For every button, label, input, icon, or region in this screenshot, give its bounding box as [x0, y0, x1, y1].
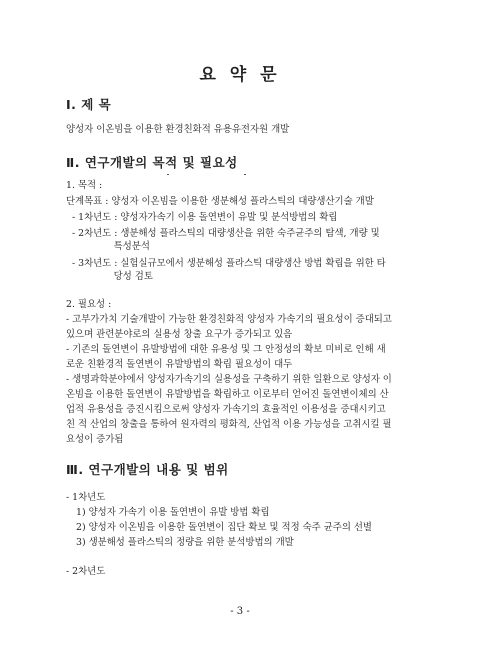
year2-label: - 2차년도	[66, 566, 106, 577]
page-title: 요 약 문	[199, 65, 281, 85]
necessity-line: 요성이 증가됨	[66, 434, 124, 445]
purpose-line: - 2차년도 : 생분해성 플라스틱의 대량생산을 위한 숙주균주의 탐색, 개량 및	[66, 228, 380, 239]
year1-item: 2) 양성자 이온빔을 이용한 돌연변이 집단 확보 및 적정 숙주 균주의 선별	[76, 522, 372, 533]
purpose-line: 특성분석	[66, 241, 150, 252]
purpose-line: - 3차년도 : 실험실규모에서 생분해성 플라스틱 대량생산 방법 확립을 위한 타	[66, 258, 386, 269]
year1-item: 3) 생분해성 플라스틱의 정량을 위한 분석방법의 개발	[76, 537, 294, 548]
necessity-line: 있으며 관련분야로의 실용성 창출 요구가 증가되고 있음	[66, 329, 293, 340]
purpose-line: 당성 검토	[66, 271, 153, 282]
purpose-line: - 1차년도 : 양성자가속기 이용 돌연변이 유발 및 분석방법의 확립	[66, 212, 338, 223]
year1-label: - 1차년도	[66, 492, 106, 503]
section1-heading: Ⅰ. 제 목	[66, 97, 112, 112]
purpose-line: 단계목표 : 양성자 이온빔을 이용한 생분해성 플라스틱의 대량생산기술 개발	[66, 196, 374, 207]
necessity-line: - 기존의 돌연변이 유발방법에 대한 유용성 및 그 안정성의 확보 미비로 인해 새	[66, 344, 386, 355]
necessity-line: 업적 유용성을 증진시킴으로써 양성자 가속기의 효율적인 이용성을 증대시키고	[66, 404, 386, 415]
necessity-line: 친 적 산업의 창출을 통하여 원자력의 평화적, 산업적 이용 가능성을 고취시킬 필	[66, 419, 392, 430]
necessity-line: 로운 친환경적 돌연변이 유발방법의 확립 필요성이 대두	[66, 359, 293, 370]
section1-text: 양성자 이온빔을 이용한 환경친화적 유용유전자원 개발	[66, 124, 290, 135]
necessity-line: - 생명과학분야에서 양성자가속기의 실용성을 구축하기 위한 일환으로 양성자 이	[66, 374, 392, 385]
necessity-line: 온빔을 이용한 돌연변이 유발방법을 확립하고 이로부터 얻어진 돌연변이체의 산	[66, 389, 389, 400]
necessity-line: - 고부가가치 기술개발이 가능한 환경친화적 양성자 가속기의 필요성이 증대되고	[66, 314, 392, 325]
section2-heading: Ⅱ. 연구개발의 목적 및 필요성	[66, 155, 238, 170]
section3-heading: Ⅲ. 연구개발의 내용 및 범위	[66, 462, 229, 477]
decorative-dot	[244, 174, 246, 175]
purpose-label: 1. 목적 :	[66, 180, 103, 191]
necessity-label: 2. 필요성 :	[66, 299, 112, 310]
decorative-dot	[167, 174, 169, 175]
year1-item: 1) 양성자 가속기 이용 돌연변이 유발 방법 확립	[76, 507, 270, 518]
page-number: - 3 -	[230, 606, 250, 617]
